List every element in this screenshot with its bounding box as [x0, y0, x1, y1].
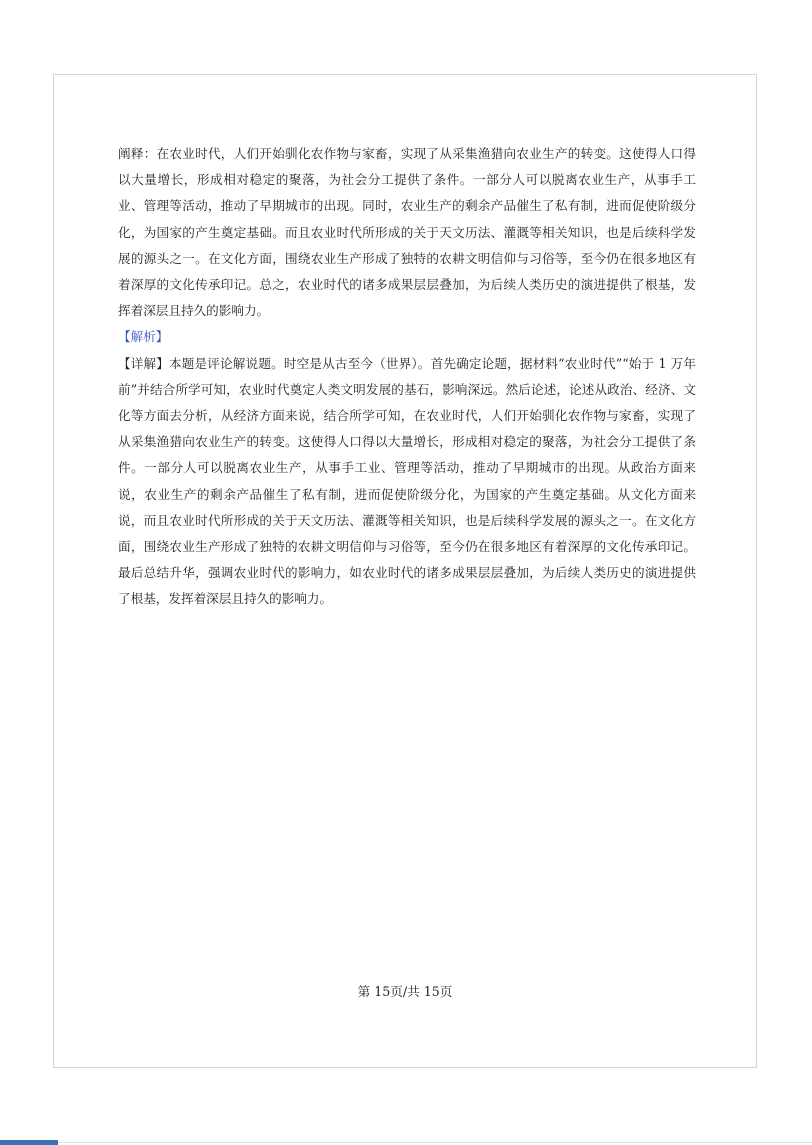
detail-label: 【详解】 — [118, 355, 170, 371]
page-content — [118, 141, 696, 613]
analysis-heading: 【解析】 — [118, 329, 169, 345]
detail-paragraph — [118, 351, 696, 613]
page-number: 第 15页/共 15页 — [357, 984, 453, 999]
bottom-accent-bar — [0, 1140, 58, 1145]
detail-text: 本题是评论解说题。时空是从古至今（世界）。首先确定论题，据材料“农业时代”“始于 1 万年前”并结合所学可知，农业时代奠定人类文明发展的基石，影响深远。然后论述，论述从政治、经济、文化等方面去分析，从经济方面来说，结合所学可知，在农业时代，人们开始驯化农作物与家畜，实现了从采集渔猎向农业生产的转变。这使得人口得以大量增长，形成相对稳定的聚落，为社会分工提供了条件。一部分人可以脱离农业生产，从事手工业、管理等活动，推动了早期城市的出现。从政治方面来说，农业生产的剩余产品催生了私有制，进而促使阶级分化，为国家的产生奠定基础。从文化方面来说，而且农业时代所形成的关于天文历法、灌溉等相关知识，也是后续科学发展的源头之一。在文化方面，围绕农业生产形成了独特的农耕文明信仰与习俗等，至今仍在很多地区有着深厚的文化传承印记。最后总结升华，强调农业时代的影响力，如农业时代的诸多成果层层叠加，为后续人类历史的演进提供了根基，发挥着深层且持久的影响力。 — [118, 355, 696, 607]
document-page — [53, 74, 757, 1068]
interpretation-paragraph: 阐释：在农业时代，人们开始驯化农作物与家畜，实现了从采集渔猎向农业生产的转变。这使得人口得以大量增长，形成相对稳定的聚落，为社会分工提供了条件。一部分人可以脱离农业生产，从事手工业、管理等活动，推动了早期城市的出现。同时，农业生产的剩余产品催生了私有制，进而促使阶级分化，为国家的产生奠定基础。而且农业时代所形成的关于天文历法、灌溉等相关知识，也是后续科学发展的源头之一。在文化方面，围绕农业生产形成了独特的农耕文明信仰与习俗等，至今仍在很多地区有着深厚的文化传承印记。总之，农业时代的诸多成果层层叠加，为后续人类历史的演进提供了根基，发挥着深层且持久的影响力。 — [118, 146, 696, 319]
bottom-divider — [58, 1142, 812, 1143]
